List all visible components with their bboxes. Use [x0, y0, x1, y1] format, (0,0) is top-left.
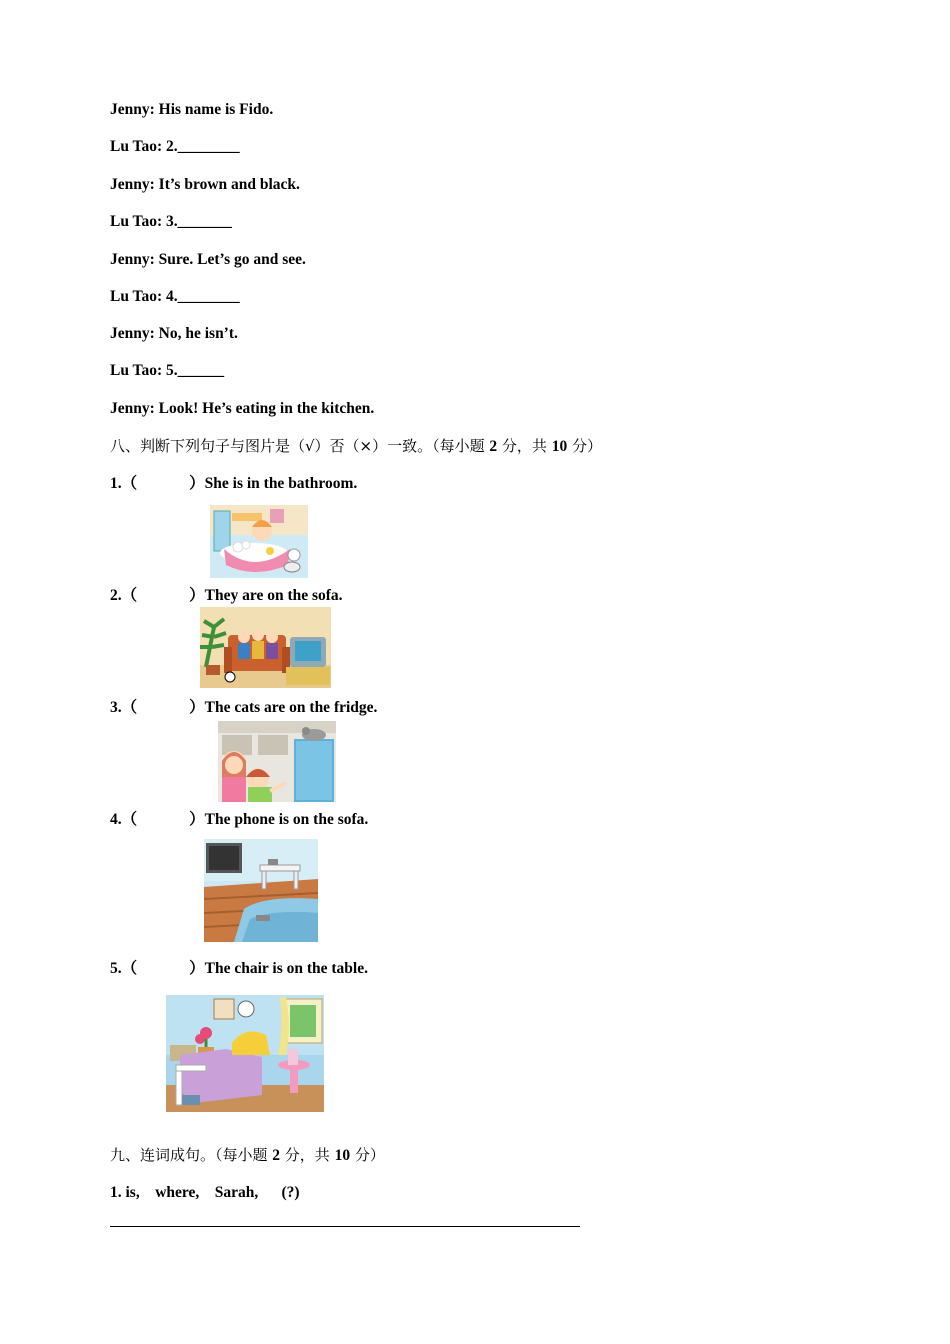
- question-item: 5.（ ）The chair is on the table.: [110, 960, 368, 977]
- dialogue-line: Jenny: It’s brown and black.: [110, 176, 300, 193]
- living-room-phone-picture: [204, 839, 318, 942]
- living-room-family-picture: [200, 607, 331, 688]
- section-heading: 八、判断下列句子与图片是（√）否（×）一致。（每小题 2 分，共 10 分）: [110, 437, 602, 455]
- dialogue-line: Lu Tao: 5.______: [110, 362, 225, 379]
- question-item: 1. is, where, Sarah, (?): [110, 1184, 300, 1201]
- dialogue-line: Jenny: No, he isn’t.: [110, 325, 238, 342]
- section-heading: 九、连词成句。（每小题 2 分，共 10 分）: [110, 1146, 385, 1164]
- question-item: 3.（ ）The cats are on the fridge.: [110, 699, 378, 716]
- dialogue-line: Lu Tao: 4.________: [110, 288, 240, 305]
- question-item: 1.（ ）She is in the bathroom.: [110, 475, 358, 492]
- question-item: 4.（ ）The phone is on the sofa.: [110, 811, 369, 828]
- dialogue-line: Jenny: Sure. Let’s go and see.: [110, 251, 306, 268]
- kitchen-cat-fridge-picture: [218, 721, 336, 802]
- dialogue-line: Lu Tao: 3._______: [110, 213, 232, 230]
- dialogue-line: Jenny: Look! He’s eating in the kitchen.: [110, 400, 375, 417]
- dialogue-line: Jenny: His name is Fido.: [110, 101, 274, 118]
- question-item: 2.（ ）They are on the sofa.: [110, 587, 343, 604]
- answer-line: [110, 1226, 580, 1227]
- bedroom-picture: [166, 995, 324, 1112]
- dialogue-line: Lu Tao: 2.________: [110, 138, 240, 155]
- bathroom-picture: [210, 505, 308, 578]
